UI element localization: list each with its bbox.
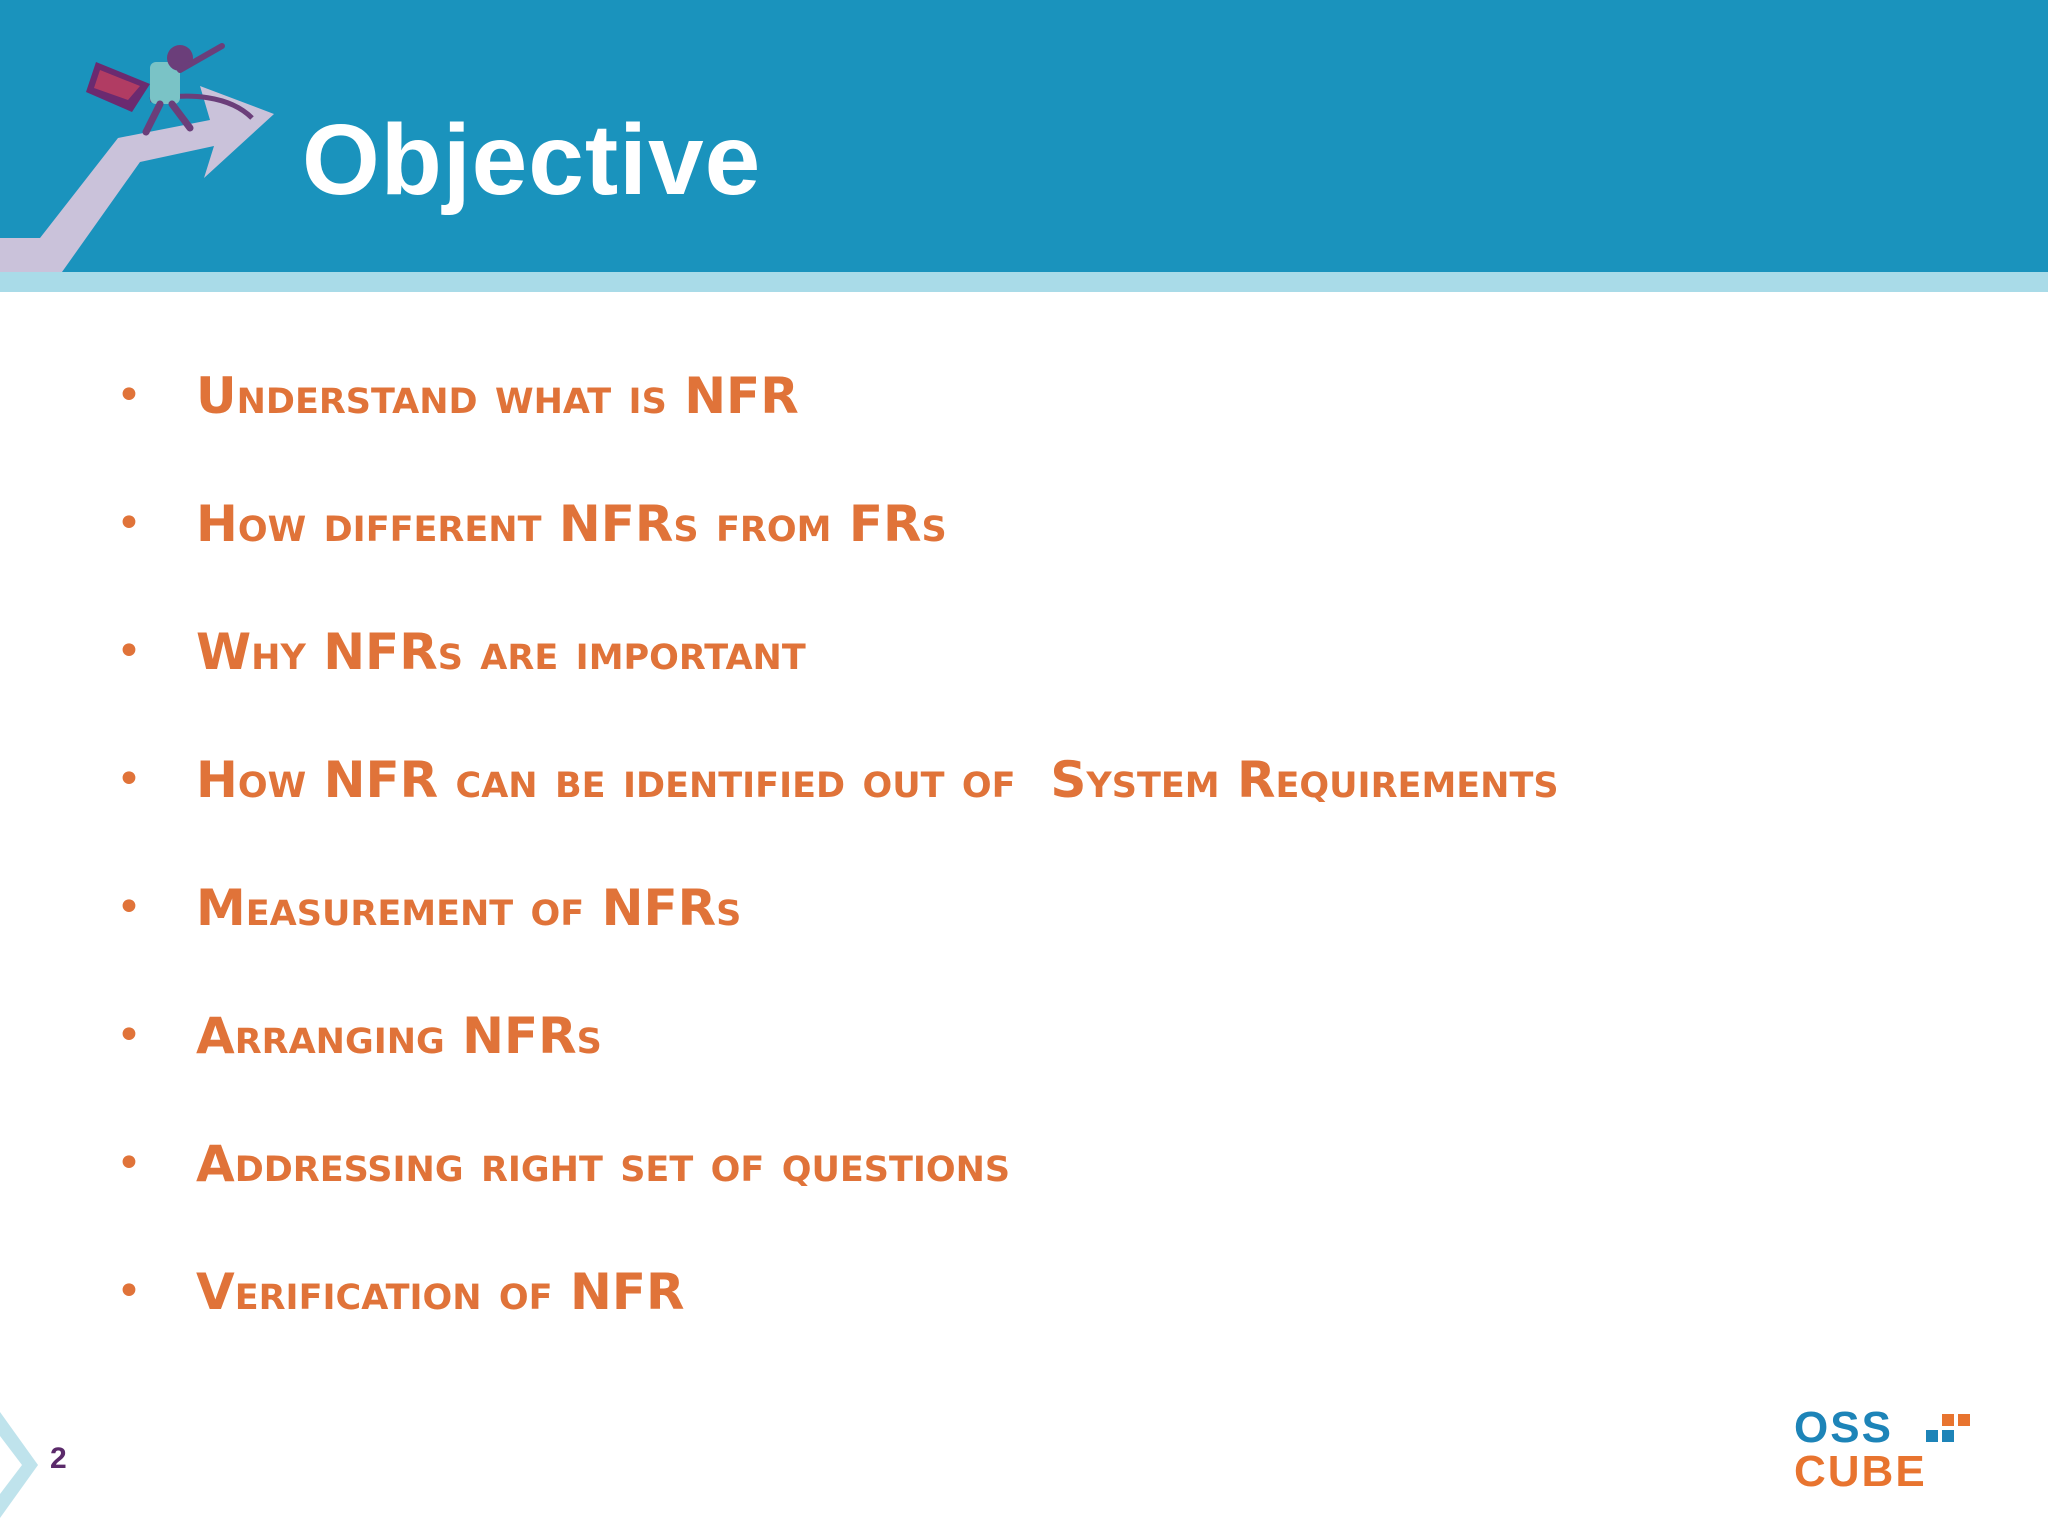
bullet-dot-icon: •: [116, 882, 142, 933]
list-item: [116, 616, 1559, 744]
bullet-text: How different NFRs from FRs: [196, 495, 947, 553]
logo-text-oss: OSS: [1794, 1403, 1893, 1452]
bullet-dot-icon: •: [116, 370, 142, 421]
stacked-squares-icon: [1926, 1414, 1970, 1442]
page-number: 2: [50, 1442, 67, 1475]
list-item: [116, 1128, 1559, 1256]
objective-list: [116, 360, 1559, 1384]
bullet-dot-icon: •: [116, 1266, 142, 1317]
bullet-text: Measurement of NFRs: [196, 879, 742, 937]
list-item: [116, 872, 1559, 1000]
bullet-dot-icon: •: [116, 754, 142, 805]
bullet-dot-icon: •: [116, 1138, 142, 1189]
list-item: [116, 488, 1559, 616]
bullet-dot-icon: •: [116, 498, 142, 549]
slide-title: Objective: [302, 104, 762, 216]
bullet-text: Addressing right set of questions: [196, 1135, 1011, 1193]
bullet-text: Understand what is NFR: [196, 367, 799, 425]
logo-text-cube: CUBE: [1794, 1447, 1927, 1496]
bullet-dot-icon: •: [116, 1010, 142, 1061]
list-item: [116, 744, 1559, 872]
bullet-dot-icon: •: [116, 626, 142, 677]
list-item: [116, 360, 1559, 488]
bullet-text: How NFR can be identified out of System Requirements: [196, 751, 1559, 809]
bullet-text: Verification of NFR: [196, 1263, 685, 1321]
chevron-marker-icon: [0, 1412, 40, 1518]
list-item: [116, 1000, 1559, 1128]
list-item: [116, 1256, 1559, 1384]
bullet-text: Arranging NFRs: [196, 1007, 602, 1065]
company-logo: [1788, 1398, 1978, 1498]
header-stripe: [0, 272, 2048, 292]
businessman-riding-arrow-icon: [0, 0, 300, 272]
bullet-text: Why NFRs are important: [196, 623, 806, 681]
